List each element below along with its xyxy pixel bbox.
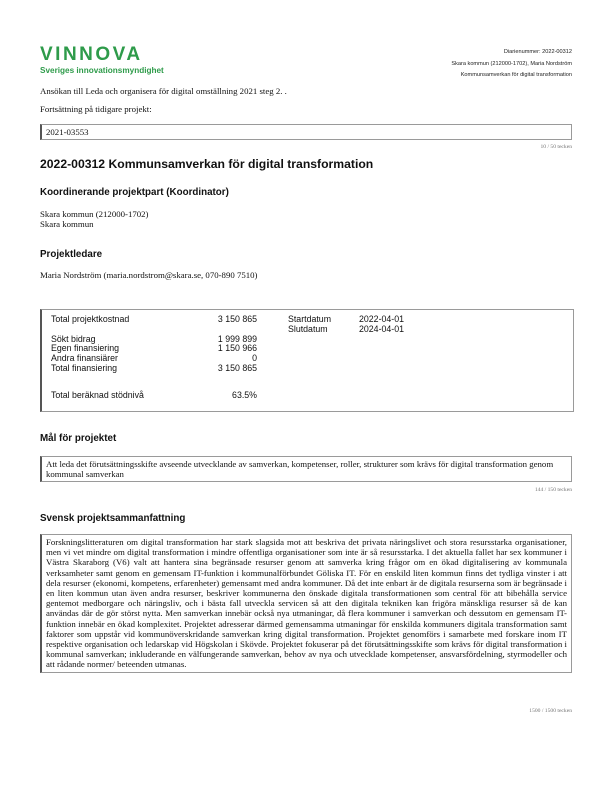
leader-heading: Projektledare	[40, 249, 103, 260]
previous-project-field: 2021-03553	[40, 124, 572, 140]
own-financing-value: 1 150 966	[217, 343, 257, 354]
end-date-value: 2024-04-01	[359, 323, 404, 334]
vinnova-logo	[40, 46, 170, 75]
meta-diary-number: Diarienummer: 2022-00312	[503, 49, 572, 55]
date-labels	[288, 315, 331, 335]
end-date-label: Slutdatum	[288, 323, 328, 334]
start-date-value: 2022-04-01	[359, 314, 404, 324]
other-financiers-value: 0	[252, 353, 257, 364]
goal-text: Att leda det förutsättningsskifte avseende utvecklande av samverkan, kompetenser, roller, strukturer som krävs för digital transformation genom kommunal samverkan	[40, 456, 572, 482]
goal-counter: 144 / 150 tecken	[534, 487, 572, 493]
support-level-label: Total beräknad stödnivå	[51, 390, 144, 400]
finance-values	[192, 315, 257, 374]
leader-contact: Maria Nordström (maria.nordstrom@skara.se, 070-890 7510)	[40, 270, 258, 280]
meta-project-name: Kommunsamverkan för digital transformation	[460, 72, 572, 78]
summary-text: Forskningslitteraturen om digital transformation har stark slagsida mot att beskriva det privata näringslivet och stora resursstarka organisationer, men vi vet mindre om digital transformation i mindre offentliga organisationer som inte är så resursstarka. I det aktuella fallet har sex kommuner i Västra Skaraborg (V6) valt att hantera sina begränsade resurser genom att samverka kring frågor om en ökad digitalisering av kommunala verksamheter samt genom en gemensam IT-funktion i kommunalförbundet Göliska IT. För en enskild liten kommun finns det tydliga vinster i att dela resurser (ekonomi, kompetens, erfarenheter) gemensamt med andra kommuner. Då det inte enbart är de digitala resurserna som är begränsade i en liten kommun utan även andra resurser, beskriver kommunerna den önskade digitala transformationen som central för att bibehålla service gentemot medborgare och näringsliv, och i bästa fall utveckla servicen så att den digitala tekniken kan frigöra mänskliga resurser så de kan användas där de gör störst nytta. Men samverkan innebär också nya utmaningar, då flera kommuner i samverkan och dessutom en gemensam IT-funktion innebär en ökad komplexitet. Projektet adresserar därmed gemensamma utmaningar för enskilda kommuners digitala transformation samt faktorer som uppstår vid kommunöverskridande samverkan kring digital transformation. Projektet genomförs i samarbete med forskare inom IT respektive organisation och ledarskap vid Högskolan i Skövde. Projektet fokuserar på det förutsättningsskifte som krävs för digital transformation i kommunal samverkan; inkluderande en välfungerande samverkan, behov av nya och utvecklade kompetenser, ansvarsfördelning, styrmodeller och att rådande normer/ beteenden utmanas.	[40, 534, 572, 673]
support-level-value: 63.5%	[232, 390, 257, 400]
total-cost-label: Total projektkostnad	[51, 314, 130, 324]
coordinator-name: Skara kommun	[40, 219, 94, 229]
goal-heading: Mål för projektet	[40, 433, 117, 444]
other-financiers-label: Andra finansiärer	[51, 353, 118, 364]
logo-subtitle: Sveriges innovationsmyndighet	[40, 66, 164, 75]
finance-summary	[40, 309, 574, 412]
total-financing-label: Total finansiering	[51, 362, 118, 373]
own-financing-label: Egen finansiering	[51, 343, 119, 354]
coordinator-org: Skara kommun (212000-1702)	[40, 209, 149, 219]
start-date-label: Startdatum	[288, 314, 332, 324]
requested-label: Sökt bidrag	[51, 333, 96, 344]
application-line: Ansökan till Leda och organisera för digital omställning 2021 steg 2. .	[40, 86, 287, 96]
total-cost-value: 3 150 865	[217, 314, 257, 324]
document-meta	[451, 47, 572, 82]
summary-heading: Svensk projektsammanfattning	[40, 513, 186, 524]
requested-value: 1 999 899	[217, 333, 257, 344]
date-values	[359, 315, 404, 335]
logo-text: VINNOVA	[40, 44, 143, 65]
logo-wordmark	[40, 46, 170, 64]
previous-project-counter: 10 / 50 tecken	[540, 144, 572, 150]
coordinator-heading: Koordinerande projektpart (Koordinator)	[40, 187, 229, 198]
meta-applicant: Skara kommun (212000-1702), Maria Nordström	[451, 60, 572, 67]
summary-counter: 1500 / 1500 tecken	[529, 708, 572, 714]
continuation-label: Fortsättning på tidigare projekt:	[40, 104, 152, 114]
total-financing-value: 3 150 865	[217, 362, 257, 373]
finance-labels	[51, 315, 129, 374]
project-title: 2022-00312 Kommunsamverkan för digital transformation	[40, 157, 374, 171]
